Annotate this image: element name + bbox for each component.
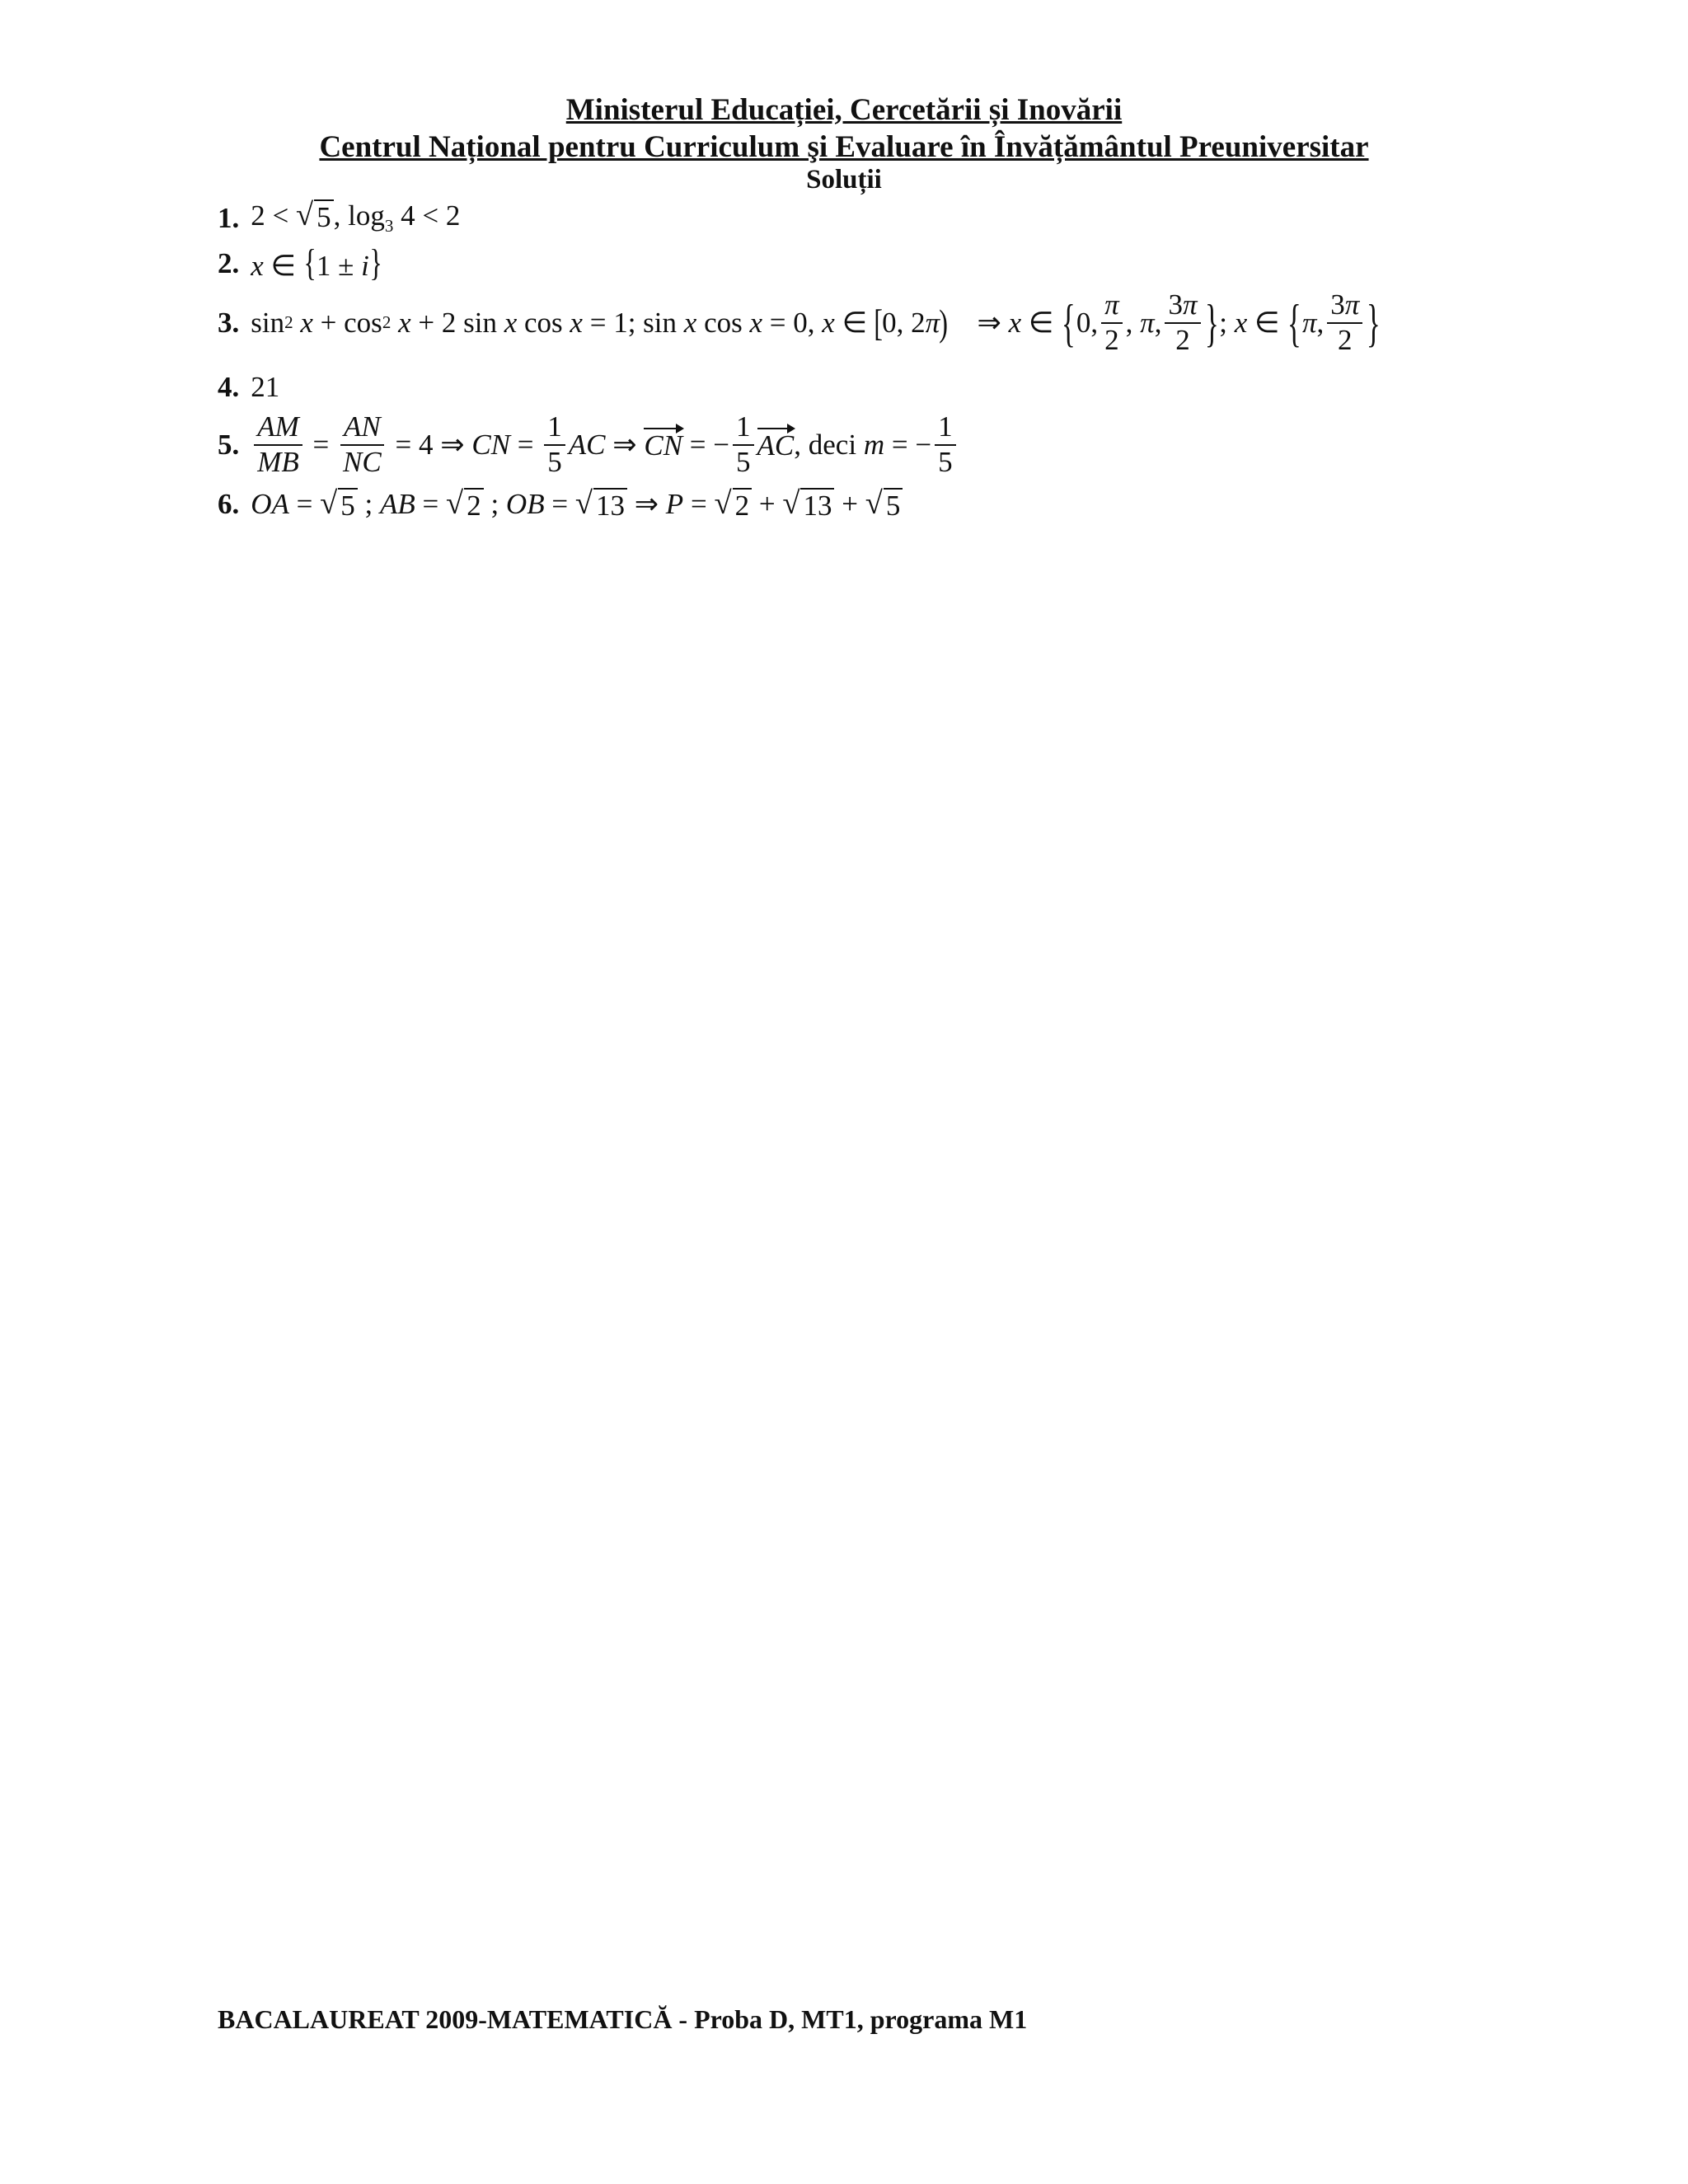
item-number: 5. [218,428,240,461]
item-number: 1. [218,201,240,234]
item-answer: 21 [251,371,280,403]
solution-item-4 [218,371,279,404]
item-formula: x ∈ {1 ± i} [251,241,382,284]
item-formula: OA = √ 5 ; AB = √ 2 ; OB = √ 13 ⇒ P = √ 2 + √ 13 + √ 5 [251,488,903,522]
word-deci: deci [808,428,857,461]
item-number: 3. [218,306,240,339]
header-center: Centrul Național pentru Curriculum şi Evaluare în Învățământul Preuniversitar [319,130,1369,164]
header-ministry: Ministerul Educației, Cercetării și Inovării [565,93,1123,127]
solution-item-6 [218,488,903,522]
item-number: 6. [218,488,240,521]
solution-item-5 [218,412,959,478]
header-title: Soluții [806,165,882,194]
solution-item-2 [218,241,382,284]
solution-item-1 [218,199,460,237]
item-number: 4. [218,371,240,403]
item-formula: $\frac{AM}{MB}$ = $\frac{AN}{NC}$ = 4 ⇒ CN = $\frac{1}{5}$ AC ⇒ CN = − $\frac{1}{5}$ AC , deci m = − $\frac{1}{5}$ [251,412,959,478]
item-formula: sin 2 x + cos 2 x + 2 sin x cos x = 1; sin x cos x = 0, x ∈ [ 0, 2 π ) ⇒ x ∈ { 0, $\frac{\pi}{2}$ , π , $\frac{3\pi}{2}$ } ; x ∈ { π , $\frac{3\pi}{2}$ } [251,288,1381,356]
item-number: 2. [218,246,240,279]
page-footer: BACALAUREAT 2009-MATEMATICĂ - Proba D, MT1, programa M1 [218,2004,1028,2034]
solution-item-3 [218,290,1381,356]
item-formula: 2 < √ 5 , $\log_3 4 < 2$ [251,198,461,236]
